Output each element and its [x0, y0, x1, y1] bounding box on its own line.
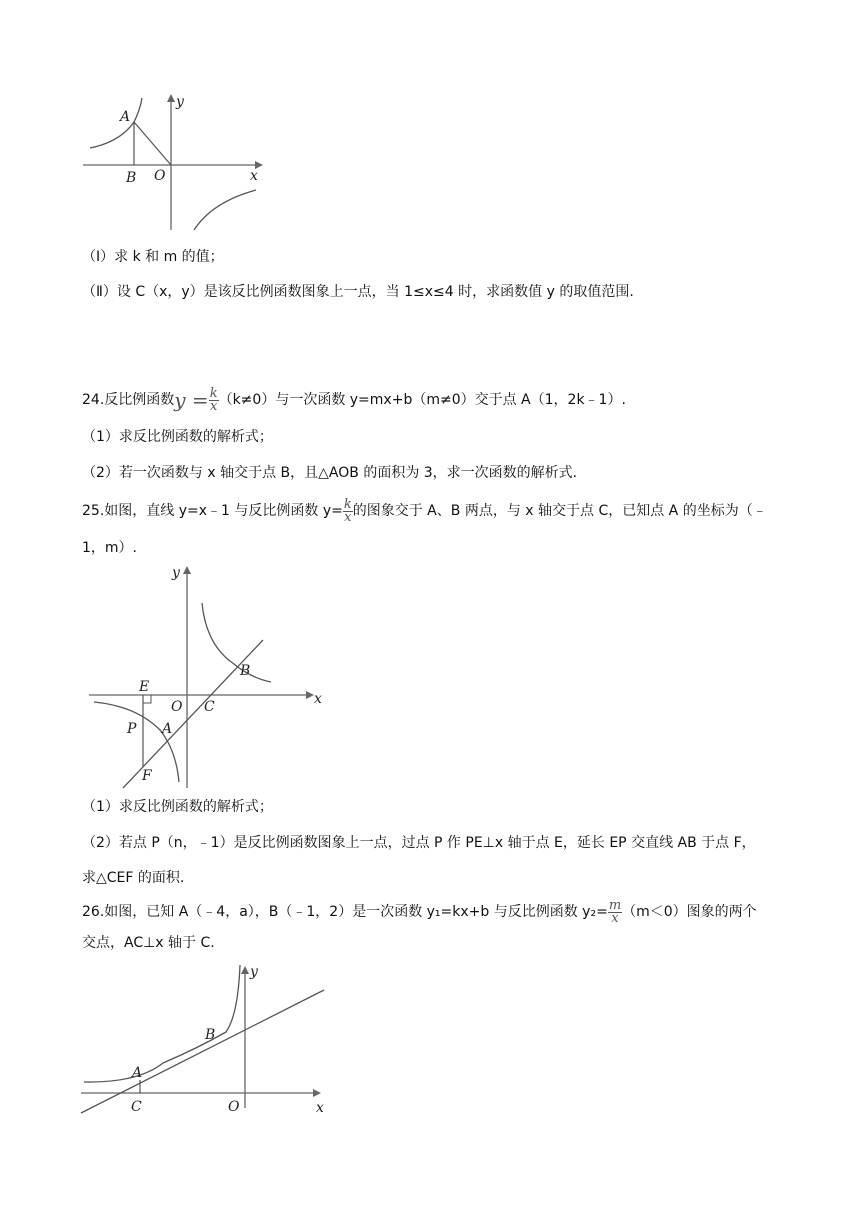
q24-statement	[82, 385, 626, 415]
label-P: P	[127, 721, 137, 737]
q24-prefix: 24.反比例函数	[82, 392, 175, 408]
q25-suffix: 的图象交于 A、B 两点，与 x 轴交于点 C，已知点 A 的坐标为（﹣	[352, 503, 767, 519]
q26-prefix: 26.如图，已知 A（﹣4，a），B（﹣1，2）是一次函数 y₁=kx+b 与反比例函数 y₂=	[82, 904, 608, 920]
figure-q25	[86, 560, 336, 792]
q25-fraction	[343, 496, 353, 525]
y-axis-arrow	[241, 966, 249, 974]
q24-fraction	[209, 385, 219, 414]
figure-q23	[80, 90, 270, 235]
hyperbola-branch-lower-right	[194, 190, 256, 230]
line-AB	[81, 990, 324, 1113]
y-axis-arrow	[183, 566, 191, 574]
label-O: O	[228, 1099, 240, 1115]
q24-part2: （2）若一次函数与 x 轴交于点 B，且△AOB 的面积为 3，求一次函数的解析式.	[82, 465, 578, 481]
q26-fraction	[608, 897, 622, 926]
label-E: E	[139, 679, 150, 695]
q25-cont: 1，m）.	[82, 540, 137, 556]
q24-part1: （1）求反比例函数的解析式；	[82, 429, 273, 445]
label-A: A	[162, 721, 173, 737]
y-axis-arrow	[167, 94, 175, 102]
q25-part1: （1）求反比例函数的解析式；	[82, 799, 273, 815]
hyperbola-branch	[84, 965, 240, 1082]
q26-statement	[82, 898, 757, 926]
q24-fraction-num: k	[209, 385, 218, 401]
q24-formula-y: y =	[174, 388, 209, 412]
q24-suffix: （k≠0）与一次函数 y=mx+b（m≠0）交于点 A（1，2k﹣1）.	[218, 392, 626, 408]
q25-fraction-den: x	[344, 509, 352, 525]
label-A: A	[120, 109, 131, 125]
label-x: x	[314, 691, 322, 707]
label-y: y	[172, 565, 180, 581]
q23-part2: （Ⅱ）设 C（x，y）是该反比例函数图象上一点，当 1≤x≤4 时，求函数值 y 的取值范围.	[82, 284, 634, 300]
q24-fraction-den: x	[209, 398, 218, 414]
label-y: y	[176, 94, 184, 110]
label-C: C	[204, 699, 215, 715]
label-y: y	[250, 964, 258, 980]
label-O: O	[171, 699, 183, 715]
label-F: F	[142, 768, 152, 784]
q25-fraction-num: k	[343, 496, 352, 512]
q25-prefix: 25.如图，直线 y=x﹣1 与反比例函数 y=	[82, 503, 343, 519]
q26-fraction-num: m	[608, 897, 622, 913]
label-B: B	[205, 1027, 216, 1043]
q26-fraction-den: x	[611, 910, 619, 926]
label-x: x	[250, 168, 258, 184]
figure-q26	[78, 960, 338, 1120]
q25-statement	[82, 497, 767, 525]
q25-part2-line2: 求△CEF 的面积.	[82, 870, 185, 886]
q23-part1: （Ⅰ）求 k 和 m 的值；	[82, 249, 224, 265]
right-angle-marker	[143, 695, 151, 703]
label-O: O	[154, 168, 166, 184]
x-axis-arrow	[306, 691, 314, 699]
q26-cont: 交点，AC⊥x 轴于 C.	[82, 935, 215, 951]
x-axis-arrow	[313, 1089, 321, 1097]
label-x: x	[316, 1100, 324, 1116]
label-B: B	[126, 170, 137, 186]
q25-part2-line1: （2）若点 P（n，﹣1）是反比例函数图象上一点，过点 P 作 PE⊥x 轴于点 E，延长 EP 交直线 AB 于点 F，	[82, 835, 756, 851]
q26-suffix: （m＜0）图象的两个	[622, 904, 757, 920]
label-A: A	[132, 1065, 143, 1081]
label-B: B	[240, 663, 251, 679]
label-C: C	[131, 1099, 142, 1115]
segment-AO	[134, 122, 171, 165]
